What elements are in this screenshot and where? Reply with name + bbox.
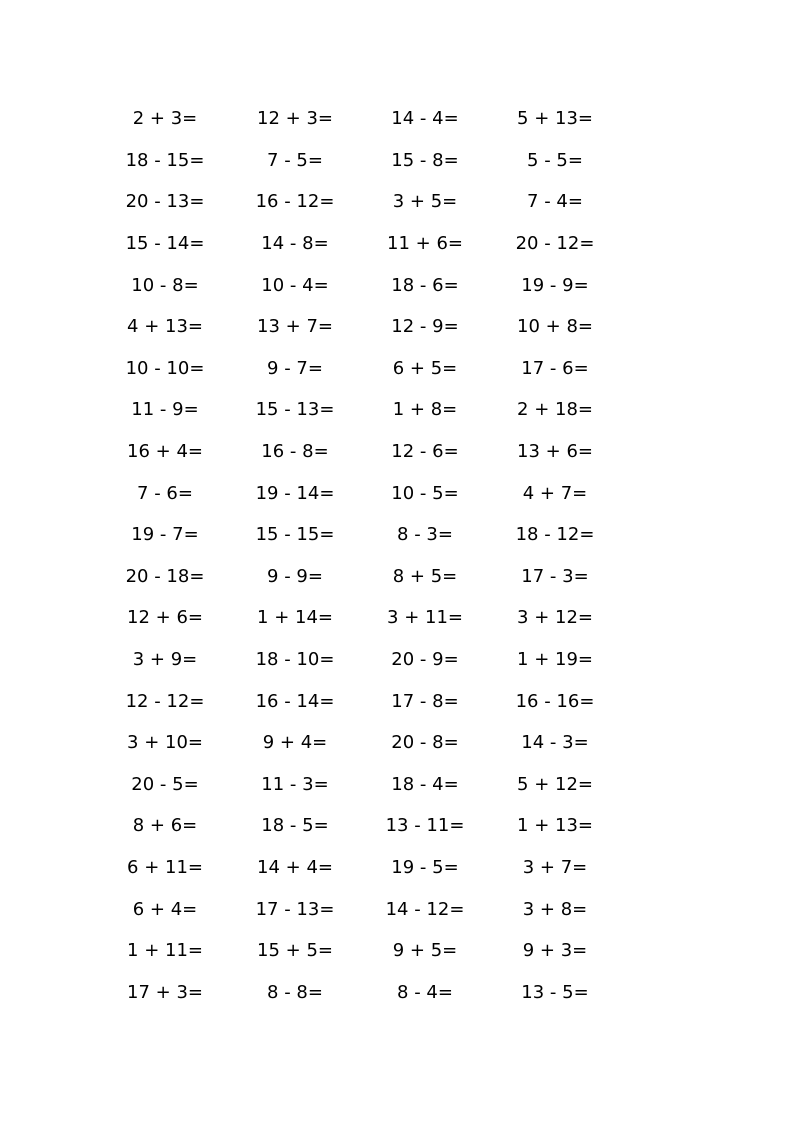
problem-item: 15 - 15= <box>255 524 335 546</box>
problem-item: 10 - 5= <box>391 482 459 504</box>
problem-item: 3 + 7= <box>522 856 588 878</box>
problem-item: 17 - 8= <box>391 690 459 712</box>
problem-item: 18 - 4= <box>391 773 459 795</box>
problem-item: 9 - 9= <box>267 565 323 587</box>
problem-item: 16 - 14= <box>255 690 335 712</box>
problem-item: 18 - 10= <box>255 649 335 671</box>
problem-item: 16 + 4= <box>127 441 203 463</box>
problem-item: 20 - 5= <box>131 773 199 795</box>
problem-item: 17 - 6= <box>521 357 589 379</box>
problem-item: 20 - 12= <box>515 233 595 255</box>
problem-item: 14 - 4= <box>391 108 459 130</box>
problem-item: 5 + 12= <box>517 773 593 795</box>
problem-item: 18 - 5= <box>261 815 329 837</box>
problem-item: 12 - 9= <box>391 316 459 338</box>
problem-item: 10 + 8= <box>517 316 593 338</box>
problem-item: 9 + 4= <box>262 732 328 754</box>
problem-item: 16 - 12= <box>255 191 335 213</box>
problem-item: 1 + 11= <box>127 940 203 962</box>
problem-item: 8 - 8= <box>267 981 323 1003</box>
problem-item: 19 - 9= <box>521 274 589 296</box>
problem-item: 2 + 3= <box>132 108 198 130</box>
problem-item: 5 - 5= <box>527 149 583 171</box>
problem-item: 12 + 3= <box>257 108 333 130</box>
problem-item: 6 + 4= <box>132 898 198 920</box>
problem-item: 6 + 5= <box>392 357 458 379</box>
problem-item: 14 - 12= <box>385 898 465 920</box>
problem-item: 5 + 13= <box>517 108 593 130</box>
problem-item: 7 - 4= <box>527 191 583 213</box>
problem-item: 15 - 8= <box>391 149 459 171</box>
problem-item: 3 + 8= <box>522 898 588 920</box>
problem-item: 14 - 8= <box>261 233 329 255</box>
problem-item: 12 - 6= <box>391 441 459 463</box>
problem-item: 3 + 9= <box>132 649 198 671</box>
problem-item: 10 - 8= <box>131 274 199 296</box>
problem-item: 10 - 10= <box>125 357 205 379</box>
problem-item: 20 - 9= <box>391 649 459 671</box>
problem-item: 14 - 3= <box>521 732 589 754</box>
problem-item: 7 - 5= <box>267 149 323 171</box>
problem-item: 15 - 13= <box>255 399 335 421</box>
problem-item: 2 + 18= <box>517 399 593 421</box>
problem-item: 13 + 7= <box>257 316 333 338</box>
problem-item: 3 + 10= <box>127 732 203 754</box>
problem-item: 17 - 13= <box>255 898 335 920</box>
problem-item: 20 - 18= <box>125 565 205 587</box>
problem-item: 8 + 5= <box>392 565 458 587</box>
problem-item: 3 + 11= <box>387 607 463 629</box>
problem-item: 1 + 13= <box>517 815 593 837</box>
problem-item: 12 + 6= <box>127 607 203 629</box>
problem-item: 11 + 6= <box>387 233 463 255</box>
problem-item: 9 - 7= <box>267 357 323 379</box>
problem-item: 18 - 6= <box>391 274 459 296</box>
problem-item: 11 - 9= <box>131 399 199 421</box>
problem-item: 9 + 5= <box>392 940 458 962</box>
problem-item: 4 + 13= <box>127 316 203 338</box>
problem-item: 15 - 14= <box>125 233 205 255</box>
problem-item: 8 - 4= <box>397 981 453 1003</box>
problem-item: 13 + 6= <box>517 441 593 463</box>
problem-item: 13 - 11= <box>385 815 465 837</box>
problem-item: 3 + 12= <box>517 607 593 629</box>
problem-item: 7 - 6= <box>137 482 193 504</box>
arithmetic-worksheet <box>100 98 620 1013</box>
problem-item: 12 - 12= <box>125 690 205 712</box>
problem-item: 1 + 14= <box>257 607 333 629</box>
problem-item: 13 - 5= <box>521 981 589 1003</box>
problem-item: 18 - 15= <box>125 149 205 171</box>
problem-item: 3 + 5= <box>392 191 458 213</box>
problem-item: 6 + 11= <box>127 856 203 878</box>
problem-item: 20 - 13= <box>125 191 205 213</box>
problem-item: 20 - 8= <box>391 732 459 754</box>
problem-item: 19 - 5= <box>391 856 459 878</box>
problem-item: 4 + 7= <box>522 482 588 504</box>
problem-item: 17 - 3= <box>521 565 589 587</box>
problem-item: 8 + 6= <box>132 815 198 837</box>
problem-item: 10 - 4= <box>261 274 329 296</box>
problem-item: 19 - 14= <box>255 482 335 504</box>
problem-item: 17 + 3= <box>127 981 203 1003</box>
problem-item: 14 + 4= <box>257 856 333 878</box>
problem-item: 1 + 19= <box>517 649 593 671</box>
problem-item: 9 + 3= <box>522 940 588 962</box>
problem-item: 8 - 3= <box>397 524 453 546</box>
problem-item: 19 - 7= <box>131 524 199 546</box>
problem-item: 16 - 8= <box>261 441 329 463</box>
problem-item: 18 - 12= <box>515 524 595 546</box>
problem-item: 16 - 16= <box>515 690 595 712</box>
problem-grid <box>100 98 620 1013</box>
problem-item: 11 - 3= <box>261 773 329 795</box>
problem-item: 1 + 8= <box>392 399 458 421</box>
problem-item: 15 + 5= <box>257 940 333 962</box>
